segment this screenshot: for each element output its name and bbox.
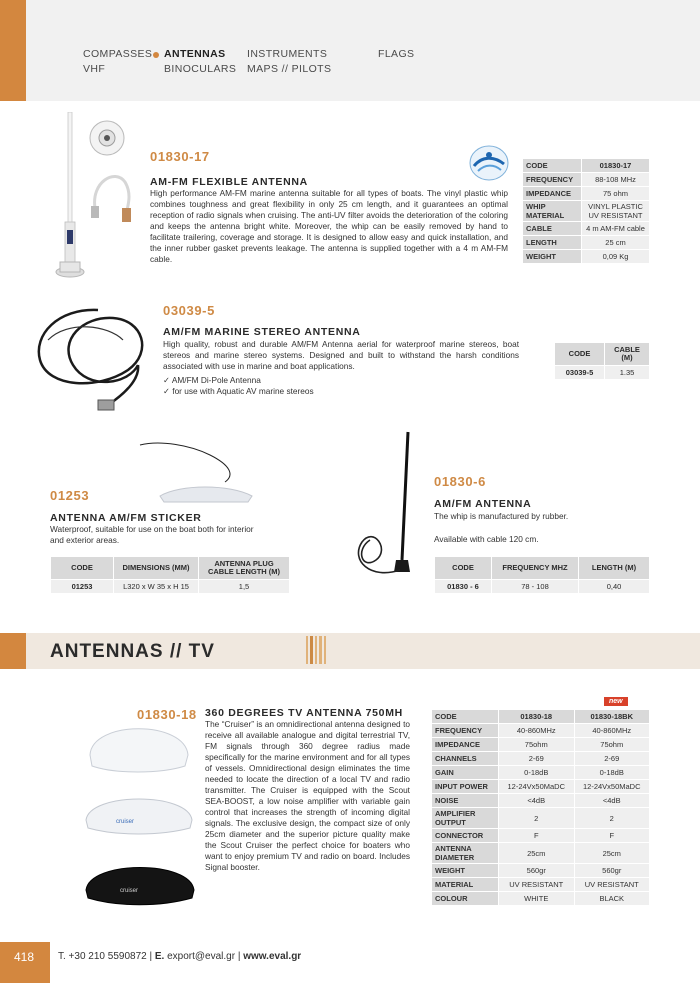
flexible-antenna-image (55, 112, 147, 292)
table-row: 03039-5 1.35 (555, 366, 649, 379)
spec-row: CABLE 4 m AM-FM cable (523, 222, 649, 235)
new-badge: new (604, 697, 628, 706)
spec-row: NOISE <4dB <4dB (432, 794, 649, 807)
nav-antennas[interactable]: ANTENNAS (164, 48, 226, 60)
spec-row: INPUT POWER 12-24Vx50MaDC 12-24Vx50MaDC (432, 780, 649, 793)
spec-row: WEIGHT 0,09 Kg (523, 250, 649, 263)
product-description: High quality, robust and durable AM/FM Antenna aerial for waterproof marine stereos, boat stereos and marine stereo systems. Designed and built to withstand the harsh conditions associated with use in marine and boat applications. (163, 339, 519, 371)
nav-flags[interactable]: FLAGS (378, 48, 415, 60)
product-title: AM/FM ANTENNA (434, 498, 532, 510)
product-description: The “Cruiser” is an omnidirectional antenna designed to receive all available analogue and digital terrestrial TV, FM signals through 360 degree radius made specifically for the marine environment and for all types of vessels. Omnidirectional design eliminates the time needed to locate the direction of a local TV and radio transmitter. The Cruiser is equipped with the Scout SEA-BOOST, a low noise amplifier with variable gain control that increases the strength of incoming digital signals. The exclusive design, the compact size of only 25cm diameter and the superior picture quality make the Scout Cruiser the perfect choice for boaters who want to enjoy premium TV and radio on board. Includes Signal booster. (205, 719, 410, 872)
table-row: 01830 - 6 78 - 108 0,40 (435, 580, 649, 593)
product-description: High performance AM-FM marine antenna suitable for all types of boats. The vinyl plastic whip combines toughness and great flexibility in only 25 cm length, and it guarantees an optimal reception of radio signals when cruising. The anti-UV filter avoids the deterioration of the coloring and keeps the antenna bright white. Moreover, the whip can be easily removed by hand to facilitate trailering, coverage and storage. It is designed to allow easy and quick installation, and the inner rubber gasket prevents leakage. The antenna is supplied together with a 4 m AM-FM cable. (150, 188, 508, 264)
product-title: 360 DEGREES TV ANTENNA 750MH (205, 707, 403, 719)
product-description: The whip is manufactured by rubber. (434, 511, 569, 521)
section-title: ANTENNAS // TV (50, 641, 215, 662)
spec-row: IMPEDANCE 75 ohm (523, 187, 649, 200)
tv-antenna-image (80, 710, 200, 915)
spec-row: ANTENNA DIAMETER 25cm 25cm (432, 843, 649, 863)
nav-maps-pilots[interactable]: MAPS // PILOTS (247, 63, 332, 75)
feature-bullet: ✓ AM/FM Di-Pole Antenna (163, 375, 261, 385)
spec-table (522, 158, 650, 264)
product-table: CODE DIMENSIONS (MM) ANTENNA PLUG CABLE LENGTH (M) 01253 L320 x W 35 x H 15 1,5 (50, 556, 290, 594)
product-code: 03039-5 (163, 303, 215, 318)
product-availability: Available with cable 120 cm. (434, 534, 539, 544)
table-row: 01253 L320 x W 35 x H 15 1,5 (51, 580, 289, 593)
spec-table (431, 709, 650, 906)
spec-row: AMPLIFIER OUTPUT 2 2 (432, 808, 649, 828)
spec-row: FREQUENCY 88-108 MHz (523, 173, 649, 186)
spec-row: FREQUENCY 40-860MHz 40-860MHz (432, 724, 649, 737)
nav-compasses[interactable]: COMPASSES (83, 48, 153, 60)
page-number: 418 (14, 950, 35, 964)
spec-row: IMPEDANCE 75ohm 75ohm (432, 738, 649, 751)
spec-row: CHANNELS 2-69 2-69 (432, 752, 649, 765)
product-code: 01253 (50, 488, 90, 503)
header-accent-tab (0, 0, 26, 101)
product-title: AM/FM MARINE STEREO ANTENNA (163, 326, 361, 338)
nav-vhf[interactable]: VHF (83, 63, 106, 75)
rubber-antenna-image (340, 430, 432, 580)
nav-active-dot-icon (153, 52, 159, 58)
spec-row: WEIGHT 560gr 560gr (432, 864, 649, 877)
spec-row: CODE 01830-17 (523, 159, 649, 172)
product-title: ANTENNA AM/FM STICKER (50, 512, 202, 524)
footer-email-label: E. (154, 951, 165, 962)
spec-row: LENGTH 25 cm (523, 236, 649, 249)
nav-instruments[interactable]: INSTRUMENTS (247, 48, 328, 60)
product-title: AM-FM FLEXIBLE ANTENNA (150, 176, 308, 188)
footer-email[interactable]: export@eval.gr | (167, 951, 241, 962)
product-code: 01830-17 (150, 149, 210, 164)
spec-row: COLOUR WHITE BLACK (432, 892, 649, 905)
feature-bullet: ✓ for use with Aquatic AV marine stereos (163, 386, 314, 396)
section-stripes-icon (306, 636, 326, 664)
spec-row: MATERIAL UV RESISTANT UV RESISTANT (432, 878, 649, 891)
svg-text:cruiser: cruiser (120, 888, 139, 894)
product-code: 01830-18 (137, 707, 197, 722)
product-code: 01830-6 (434, 474, 486, 489)
spec-row: CONNECTOR F F (432, 829, 649, 842)
spec-row: CODE 01830-18 01830-18BK (432, 710, 649, 723)
stereo-antenna-cable-image (28, 300, 163, 425)
footer-phone: T. +30 210 5590872 | (58, 951, 153, 962)
nav-binoculars[interactable]: BINOCULARS (164, 63, 237, 75)
certification-badge-icon (468, 144, 510, 182)
svg-text:cruiser: cruiser (116, 819, 135, 825)
product-description: Waterproof, suitable for use on the boat both for interior and exterior areas. (50, 524, 254, 545)
spec-row: GAIN 0-18dB 0-18dB (432, 766, 649, 779)
section-accent-tab (0, 633, 26, 669)
footer-website[interactable]: www.eval.gr (243, 951, 302, 962)
product-table: CODE CABLE (M) 03039-5 1.35 (554, 342, 650, 380)
product-table: CODE FREQUENCY MHZ LENGTH (M) 01830 - 6 78 - 108 0,40 (434, 556, 650, 594)
spec-row: WHIP MATERIAL VINYL PLASTIC UV RESISTANT (523, 201, 649, 221)
sticker-antenna-image (130, 440, 280, 515)
footer-contact (58, 951, 301, 962)
